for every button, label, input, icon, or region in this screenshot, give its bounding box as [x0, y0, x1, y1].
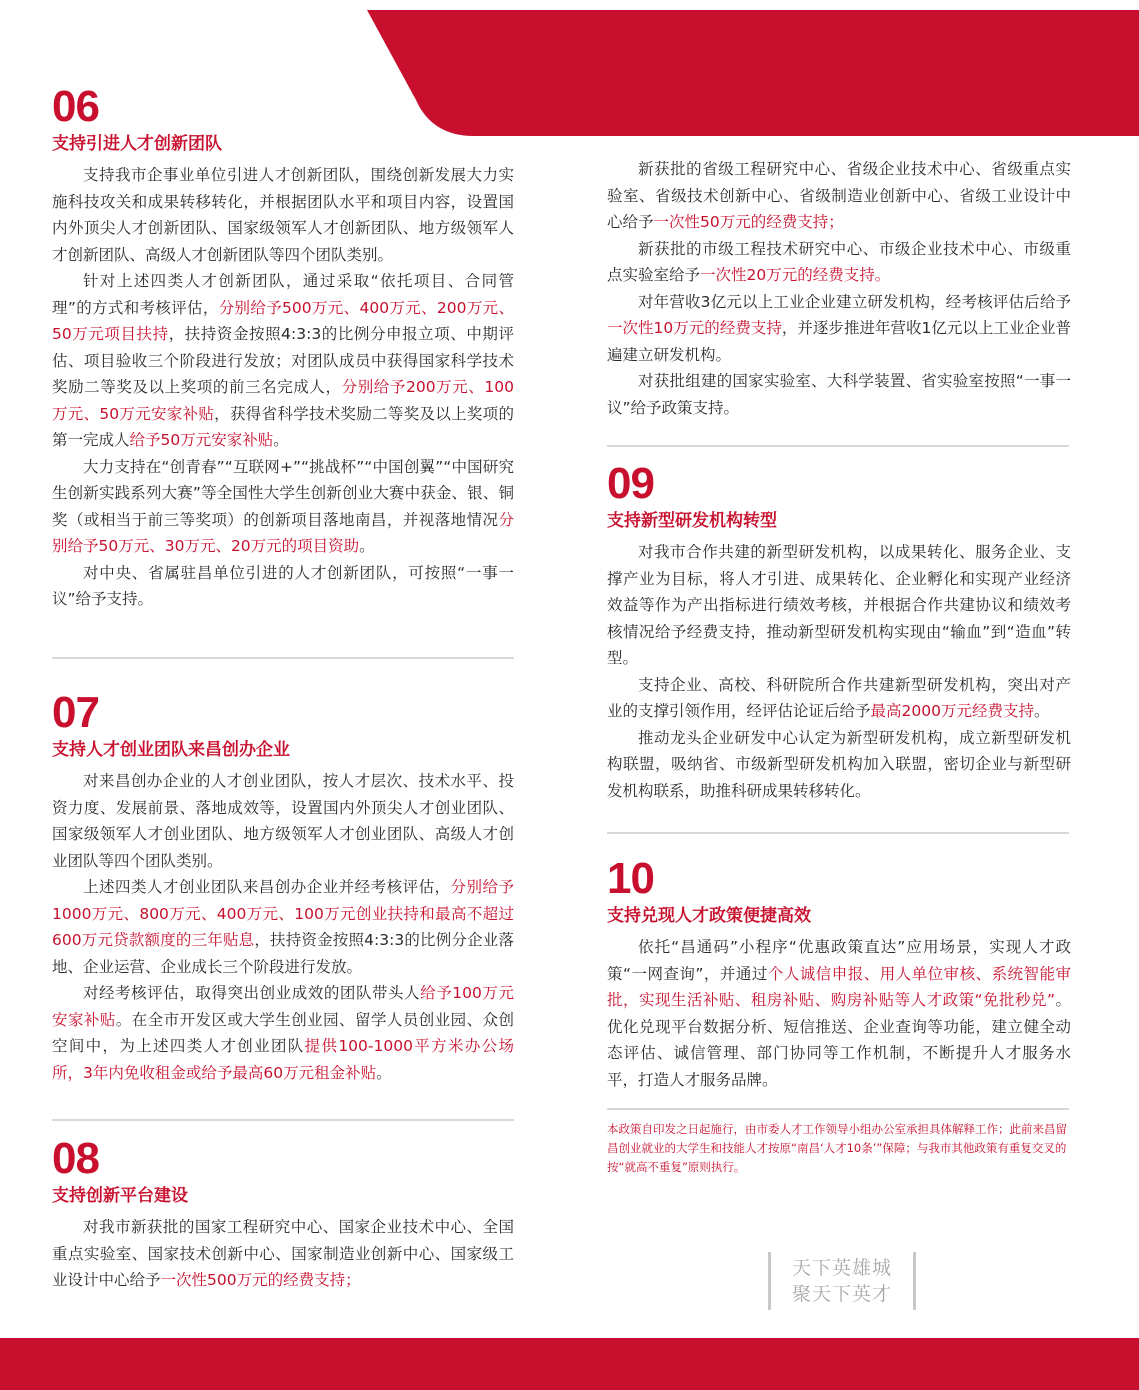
paragraph — [607, 672, 1071, 725]
highlight-text: 一次性500万元的经费支持； — [160, 1271, 361, 1289]
section-heading: 支持人才创业团队来昌创办企业 — [52, 740, 290, 760]
section-body — [607, 156, 1071, 421]
body-text: 。 — [1033, 702, 1050, 720]
paragraph — [52, 768, 514, 874]
body-text: ，获得省科学技术奖励二等奖及以上奖项的第一完成人 — [52, 404, 514, 449]
highlight-text: 最高2000万元经费支持 — [870, 702, 1034, 720]
section-07 — [52, 690, 514, 1086]
section-number: 10 — [607, 854, 654, 903]
highlight-text: 提供100-1000平方米办公场所，3年内免收租金或给予最高60万元租金补贴 — [52, 1037, 514, 1082]
section-number: 07 — [52, 688, 99, 737]
section-divider — [607, 832, 1069, 834]
highlight-text: 分别给予50万元、30万元、20万元的项目资助 — [52, 510, 514, 555]
section-body — [607, 539, 1071, 804]
body-text: 。优化兑现平台数据分析、短信推送、企业查询等功能，建立健全动态评估、诚信管理、部门协同等工作机制，不断提升人才服务水平，打造人才服务品牌。 — [607, 991, 1071, 1089]
section-09 — [607, 461, 1071, 804]
body-text: 新获批的市级工程技术研究中心、市级企业技术中心、市级重点实验室给予 — [607, 239, 1071, 284]
body-text: ，扶持资金按照4:3:3的比例分申报立项、中期评估、项目验收三个阶段进行发放；对团队成员中获得国家科学技术奖励二等奖及以上奖项的前三名完成人， — [52, 325, 515, 396]
body-text: 依托“昌通码”小程序“优惠政策直达”应用场景，实现人才政策“一网查询”，并通过 — [607, 938, 1071, 983]
body-text: 大力支持在“创青春”“互联网+”“挑战杯”“中国创翼”“中国研究生创新实践系列大赛”等全国性大学生创新创业大赛中获金、银、铜奖（或相当于前三等奖项）的创新项目落地南昌，并视落地情况 — [52, 457, 514, 529]
paragraph — [607, 539, 1071, 672]
section-heading: 支持引进人才创新团队 — [52, 134, 222, 154]
body-text: 。 — [273, 431, 289, 449]
footnote: 本政策自印发之日起施行，由市委人才工作领导小组办公室承担具体解释工作；此前来昌留昌创业就业的大学生和技能人才按原“南昌‘人才10条’”保障；与我市其他政策有重复交叉的按“就高不重复”原则执行。 — [607, 1122, 1067, 1174]
highlight-text: 分别给予500万元、400万元、200万元、50万元项目扶持 — [52, 298, 514, 343]
body-text: 对经考核评估，取得突出创业成效的团队带头人 — [83, 984, 421, 1002]
body-text: 。在全市开发区或大学生创业园、留学人员创业园、众创空间中，为上述四类人才创业团队 — [52, 1010, 514, 1055]
paragraph — [607, 236, 1071, 289]
paragraph — [52, 162, 514, 268]
body-text: 。 — [376, 1063, 392, 1082]
highlight-text: 分别给予200万元、100万元、50万元安家补贴 — [52, 378, 514, 423]
paragraph — [607, 368, 1071, 421]
section-heading: 支持创新平台建设 — [52, 1186, 188, 1206]
section-number: 08 — [52, 1134, 99, 1183]
slogan-logo — [768, 1252, 916, 1310]
body-text: 上述四类人才创业团队来昌创办企业并经考核评估， — [83, 878, 451, 896]
highlight-text: 个人诚信申报、用人单位审核、系统智能审批，实现生活补贴、租房补贴、购房补贴等人才政策“免批秒兑” — [607, 964, 1071, 1009]
body-text: 对中央、省属驻昌单位引进的人才创新团队，可按照“一事一议”给予支持。 — [52, 563, 514, 608]
body-text: ，扶持资金按照4:3:3的比例分企业落地、企业运营、企业成长三个阶段进行发放。 — [52, 931, 514, 976]
slogan-line-2: 聚天下英才 — [791, 1283, 892, 1305]
highlight-text: 给予50万元安家补贴 — [129, 431, 274, 449]
highlight-text: 分别给予1000万元、800万元、400万元、100万元创业扶持和最高不超过600万元贷款额度的三年贴息 — [52, 878, 514, 949]
body-text: 对获批组建的国家实验室、大科学装置、省实验室按照“一事一议”给予政策支持。 — [607, 372, 1071, 417]
body-text: 。 — [359, 537, 375, 555]
section-divider — [52, 1119, 514, 1121]
highlight-text: 一次性50万元的经费支持； — [653, 213, 844, 231]
body-text: 对来昌创办企业的人才创业团队，按人才层次、技术水平、投资力度、发展前景、落地成效等，设置国内外顶尖人才创业团队、国家级领军人才创业团队、地方级领军人才创业团队、高级人才创业团队等四个团队类别。 — [52, 772, 514, 870]
section-number: 06 — [52, 82, 99, 131]
paragraph — [52, 1214, 514, 1294]
paragraph — [607, 289, 1071, 369]
highlight-text: 一次性10万元的经费支持 — [607, 319, 782, 337]
paragraph — [52, 980, 514, 1086]
highlight-text: 给予100万元安家补贴 — [52, 984, 514, 1029]
body-text: 针对上述四类人才创新团队，通过采取“依托项目、合同管理”的方式和考核评估， — [52, 272, 514, 317]
body-text: 对年营收3亿元以上工业企业建立研发机构，经考核评估后给予 — [638, 292, 1071, 311]
section-08-continued — [607, 156, 1071, 421]
paragraph — [52, 560, 514, 613]
paragraph — [607, 934, 1071, 1093]
slogan-line-1: 天下英雄城 — [791, 1257, 892, 1279]
body-text: 支持我市企事业单位引进人才创新团队，围绕创新发展大力实施科技攻关和成果转移转化，并根据团队水平和项目内容，设置国内外顶尖人才创新团队、国家级领军人才创新团队、地方级领军人才创新团队、高级人才创新团队等四个团队类别。 — [52, 166, 514, 264]
section-08 — [52, 1136, 514, 1294]
section-body — [607, 934, 1071, 1093]
section-06 — [52, 84, 514, 613]
section-heading: 支持兑现人才政策便捷高效 — [607, 906, 811, 926]
section-divider — [607, 1108, 1069, 1110]
section-body — [52, 768, 514, 1086]
section-body — [52, 1214, 514, 1294]
bottom-red-band — [0, 1338, 1139, 1390]
section-divider — [607, 445, 1069, 447]
paragraph — [52, 454, 514, 560]
body-text: 对我市新获批的国家工程研究中心、国家企业技术中心、全国重点实验室、国家技术创新中心、国家制造业创新中心、国家级工业设计中心给予 — [52, 1218, 514, 1289]
body-text: 推动龙头企业研发中心认定为新型研发机构，成立新型研发机构联盟，吸纳省、市级新型研发机构加入联盟，密切企业与新型研发机构联系，助推科研成果转移转化。 — [607, 728, 1071, 800]
section-10 — [607, 856, 1071, 1093]
paragraph — [52, 268, 514, 454]
paragraph — [607, 156, 1071, 236]
body-text: 新获批的省级工程研究中心、省级企业技术中心、省级重点实验室、省级技术创新中心、省级制造业创新中心、省级工业设计中心给予 — [607, 160, 1071, 231]
section-body — [52, 162, 514, 613]
body-text: 对我市合作共建的新型研发机构，以成果转化、服务企业、支撑产业为目标，将人才引进、成果转化、企业孵化和实现产业经济效益等作为产出指标进行绩效考核，并根据合作共建协议和绩效考核情况给予经费支持，推动新型研发机构实现由“输血”到“造血”转型。 — [607, 543, 1071, 667]
body-text: 支持企业、高校、科研院所合作共建新型研发机构，突出对产业的支撑引领作用，经评估论证后给予 — [607, 675, 1071, 720]
section-number: 09 — [607, 459, 654, 508]
paragraph — [52, 874, 514, 980]
paragraph — [607, 725, 1071, 805]
section-heading: 支持新型研发机构转型 — [607, 511, 777, 531]
highlight-text: 一次性20万元的经费支持。 — [700, 266, 891, 284]
section-divider — [52, 657, 514, 659]
body-text: ，并逐步推进年营收1亿元以上工业企业普遍建立研发机构。 — [607, 319, 1071, 364]
